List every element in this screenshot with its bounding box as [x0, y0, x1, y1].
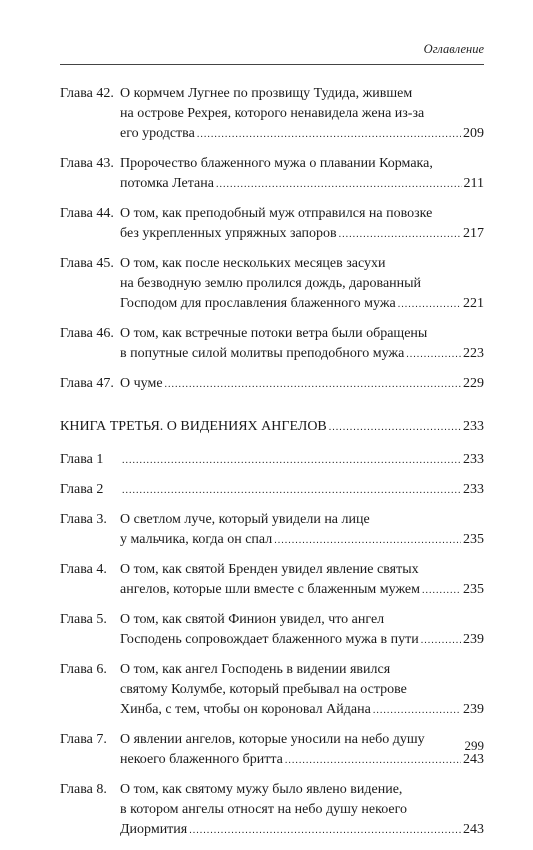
- toc-entry[interactable]: [60, 610, 484, 651]
- chapter-title-last-line: [120, 374, 484, 395]
- chapter-title-last-line: [120, 700, 484, 721]
- chapter-title-line: О том, как святой Финион увидел, что ангел: [120, 612, 385, 627]
- chapter-title: [120, 154, 484, 195]
- dot-leader: [216, 175, 462, 195]
- chapter-title-line: на безводную землю пролился дождь, дарованный: [120, 276, 422, 291]
- chapter-page-number: 209: [463, 126, 484, 141]
- dot-leader: [422, 581, 461, 601]
- dot-leader: [189, 821, 461, 841]
- toc-entry[interactable]: [60, 254, 484, 315]
- toc-entry[interactable]: [60, 560, 484, 601]
- chapter-label: Глава 42.: [60, 86, 114, 101]
- dot-leader: [274, 531, 461, 551]
- book-page-number: 233: [463, 419, 484, 434]
- chapter-title-text: ангелов, которые шли вместе с блаженным мужем: [120, 582, 421, 597]
- chapter-title-line: святому Колумбе, который пребывал на острове: [120, 682, 407, 697]
- running-head: Оглавление: [423, 42, 484, 56]
- chapter-page-number: 217: [463, 226, 484, 241]
- chapter-title-line: О том, как встречные потоки ветра были обращены: [120, 326, 428, 341]
- chapter-title-line: О светлом луче, который увидели на лице: [120, 512, 370, 527]
- chapter-page-number: 223: [463, 346, 484, 361]
- chapter-page-number: 235: [463, 532, 484, 547]
- chapter-page-number: 243: [463, 822, 484, 837]
- toc-entry[interactable]: [60, 84, 484, 145]
- toc-section-book-two: [60, 84, 484, 395]
- chapter-title: [120, 730, 484, 771]
- book-title: КНИГА ТРЕТЬЯ. О ВИДЕНИЯХ АНГЕЛОВ: [60, 419, 327, 434]
- chapter-title-last-line: [120, 174, 484, 195]
- dot-leader: [373, 701, 461, 721]
- toc-entry[interactable]: [60, 780, 484, 841]
- chapter-label: Глава 5.: [60, 612, 107, 627]
- dot-leader: [398, 295, 461, 315]
- chapter-title-line: О том, как святой Бренден увидел явление святых: [120, 562, 419, 577]
- chapter-title-text: его уродства: [120, 126, 195, 141]
- chapter-title: [120, 324, 484, 365]
- chapter-title-line: О том, как преподобный муж отправился на повозке: [120, 206, 433, 221]
- chapter-title: [120, 450, 484, 471]
- chapter-title-last-line: [120, 450, 484, 471]
- toc-entry[interactable]: [60, 324, 484, 365]
- chapter-title-last-line: [120, 820, 484, 841]
- chapter-label: Глава 2: [60, 482, 104, 497]
- chapter-page-number: 235: [463, 582, 484, 597]
- chapter-label: Глава 8.: [60, 782, 107, 797]
- chapter-page-number: 239: [463, 702, 484, 717]
- chapter-label: Глава 47.: [60, 376, 114, 391]
- toc-book-entry[interactable]: [60, 417, 484, 438]
- chapter-label: Глава 46.: [60, 326, 114, 341]
- chapter-label: Глава 6.: [60, 662, 107, 677]
- chapter-title: [120, 374, 484, 395]
- chapter-title-line: О том, как ангел Господень в видении явился: [120, 662, 391, 677]
- chapter-label: Глава 45.: [60, 256, 114, 271]
- chapter-page-number: 211: [463, 176, 484, 191]
- dot-leader: [165, 375, 461, 395]
- chapter-title-last-line: [120, 294, 484, 315]
- chapter-label: Глава 44.: [60, 206, 114, 221]
- chapter-title-text: в попутные силой молитвы преподобного мужа: [120, 346, 405, 361]
- chapter-title-text: Диормития: [120, 822, 188, 837]
- chapter-title-line: на острове Рехрея, которого ненавидела жена из-за: [120, 106, 425, 121]
- toc-entry[interactable]: [60, 480, 484, 501]
- chapter-title: [120, 660, 484, 721]
- chapter-title-last-line: [120, 124, 484, 145]
- toc-entry[interactable]: [60, 660, 484, 721]
- chapter-label: Глава 3.: [60, 512, 107, 527]
- chapter-title-last-line: [120, 530, 484, 551]
- chapter-label: Глава 4.: [60, 562, 107, 577]
- toc-entry[interactable]: [60, 204, 484, 245]
- chapter-page-number: 229: [463, 376, 484, 391]
- dot-leader: [339, 225, 461, 245]
- chapter-title-text: без укрепленных упряжных запоров: [120, 226, 337, 241]
- chapter-title-line: в котором ангелы относят на небо душу некоего: [120, 802, 407, 817]
- chapter-title-last-line: [120, 630, 484, 651]
- toc-entry[interactable]: [60, 450, 484, 471]
- chapter-label: Глава 43.: [60, 156, 114, 171]
- toc-entry[interactable]: [60, 154, 484, 195]
- dot-leader: [197, 125, 461, 145]
- dot-leader: [285, 751, 461, 771]
- chapter-page-number: 221: [463, 296, 484, 311]
- toc-entry[interactable]: [60, 730, 484, 771]
- chapter-title: [120, 254, 484, 315]
- chapter-title-line: Пророчество блаженного мужа о плавании Кормака,: [120, 156, 433, 171]
- dot-leader: [406, 345, 461, 365]
- chapter-title-text: некоего блаженного бритта: [120, 752, 283, 767]
- chapter-title-line: О кормчем Лугнее по прозвищу Тудида, жившем: [120, 86, 413, 101]
- chapter-title: [120, 204, 484, 245]
- toc-section-book-three: [60, 450, 484, 841]
- dot-leader: [421, 631, 461, 651]
- page-number: 299: [464, 738, 484, 753]
- chapter-page-number: 239: [463, 632, 484, 647]
- chapter-title-last-line: [120, 580, 484, 601]
- dot-leader: [122, 451, 461, 471]
- chapter-title-last-line: [120, 344, 484, 365]
- chapter-title-line: О том, как святому мужу было явлено видение,: [120, 782, 403, 797]
- chapter-title: [120, 84, 484, 145]
- chapter-label: Глава 1: [60, 452, 104, 467]
- chapter-label: Глава 7.: [60, 732, 107, 747]
- chapter-title-line: О том, как после нескольких месяцев засухи: [120, 256, 386, 271]
- header-rule: [60, 64, 484, 65]
- table-of-contents: [60, 84, 484, 850]
- chapter-title: [120, 560, 484, 601]
- chapter-title: [120, 780, 484, 841]
- chapter-title-last-line: [120, 480, 484, 501]
- chapter-page-number: 233: [463, 482, 484, 497]
- toc-entry[interactable]: [60, 510, 484, 551]
- chapter-title-text: у мальчика, когда он спал: [120, 532, 273, 547]
- chapter-title-text: О чуме: [120, 376, 163, 391]
- chapter-page-number: 243: [463, 752, 484, 767]
- chapter-title-text: Господень сопровождает блаженного мужа в пути: [120, 632, 419, 647]
- dot-leader: [329, 418, 461, 438]
- chapter-title-text: потомка Летана: [120, 176, 214, 191]
- toc-entry[interactable]: [60, 374, 484, 395]
- chapter-title-last-line: [120, 224, 484, 245]
- chapter-page-number: 233: [463, 452, 484, 467]
- chapter-title: [120, 610, 484, 651]
- chapter-title-text: Господом для прославления блаженного мужа: [120, 296, 396, 311]
- chapter-title-text: Хинба, с тем, чтобы он короновал Айдана: [120, 702, 371, 717]
- dot-leader: [122, 481, 461, 501]
- chapter-title: [120, 480, 484, 501]
- chapter-title-last-line: [120, 750, 484, 771]
- chapter-title: [120, 510, 484, 551]
- chapter-title-line: О явлении ангелов, которые уносили на небо душу: [120, 732, 425, 747]
